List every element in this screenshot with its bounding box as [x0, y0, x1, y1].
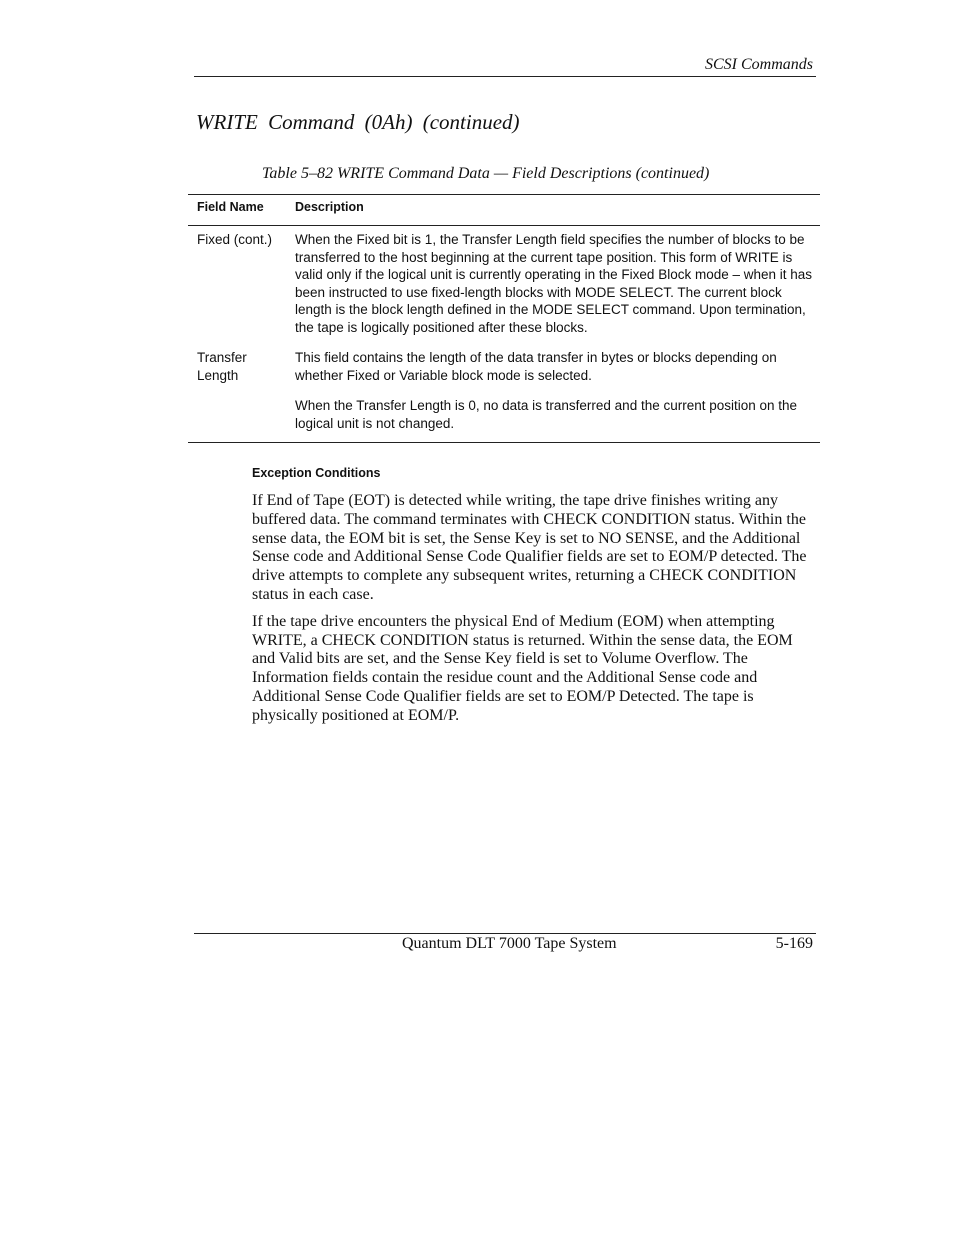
- description-cell: [295, 231, 815, 336]
- field-name-line: Transfer: [197, 350, 247, 365]
- table-header-row: [188, 195, 820, 225]
- exception-paragraph: If End of Tape (EOT) is detected while writing, the tape drive finishes writing any buffered data. The command terminates with CHECK CONDITION status. Within the sense data, the EOM bit is set, the Sense Key is set to NO SENSE, and the Additional Sense code and Additional Sense Code Qualifier fields are set to EOM/P detected. The drive attempts to complete any subsequent writes, returning a CHECK CONDITION status in each case.: [252, 492, 807, 603]
- field-name-cell: [197, 349, 247, 384]
- exception-body: [252, 492, 818, 726]
- description-paragraph: When the Fixed bit is 1, the Transfer Length field specifies the number of blocks to be transferred to the host beginning at the current tape position. This form of WRITE is valid only if the logical unit is currently operating in the Fixed Block mode – when it has been instructed to use fixed-length blocks with MODE SELECT. The current block length is the block length defined in the MODE SELECT command. Upon termination, the tape is logically positioned after these blocks.: [295, 232, 813, 335]
- table-row: [188, 336, 820, 442]
- exception-conditions-heading: Exception Conditions: [252, 466, 381, 480]
- column-header-field-name: Field Name: [197, 200, 264, 214]
- description-paragraph: When the Transfer Length is 0, no data is transferred and the current position on the logical unit is not changed.: [295, 398, 798, 431]
- field-name-cell: [197, 231, 272, 249]
- exception-paragraph: If the tape drive encounters the physical End of Medium (EOM) when attempting WRITE, a CHECK CONDITION status is returned. Within the sense data, the EOM and Valid bits are set, and the Sense Key field is set to Volume Overflow. The Information fields contain the residue count and the Additional Sense code and Additional Sense Code Qualifier fields are set to EOM/P Detected. The tape is physically positioned at EOM/P.: [252, 612, 793, 724]
- section-title: WRITE Command (0Ah) (continued): [196, 110, 520, 134]
- running-header: SCSI Commands: [704, 56, 813, 73]
- header-rule: [194, 76, 816, 77]
- description-paragraph: This field contains the length of the data transfer in bytes or blocks depending on whether Fixed or Variable block mode is selected.: [295, 350, 777, 383]
- column-header-description: Description: [295, 200, 364, 214]
- page-number: 5-169: [775, 935, 813, 952]
- footer-rule: [194, 933, 816, 934]
- description-cell: [295, 349, 815, 432]
- table-caption: Table 5–82 WRITE Command Data — Field Descriptions (continued): [262, 165, 710, 182]
- table-bottom-rule: [188, 442, 820, 443]
- table-row: [188, 226, 820, 336]
- footer-title: Quantum DLT 7000 Tape System: [402, 935, 617, 952]
- field-name-line: Fixed (cont.): [197, 232, 273, 247]
- field-name-line: Length: [197, 367, 239, 383]
- field-descriptions-table: [188, 194, 820, 443]
